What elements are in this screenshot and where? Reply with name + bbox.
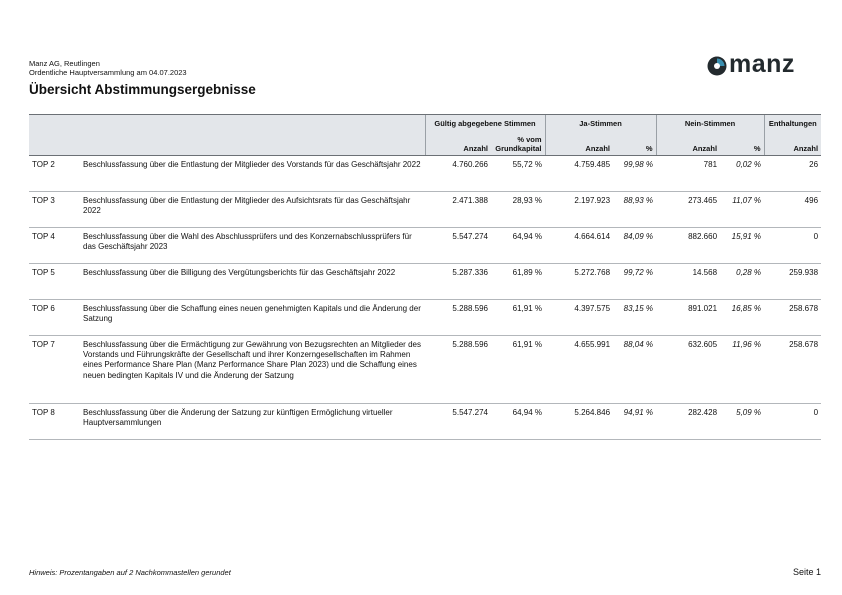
no-pct: 0,28 % xyxy=(720,264,764,300)
yes-pct: 84,09 % xyxy=(613,228,656,264)
agenda-item: TOP 2 xyxy=(29,156,80,192)
header-abst-count: Anzahl xyxy=(764,131,821,156)
no-pct: 16,85 % xyxy=(720,300,764,336)
yes-votes: 4.759.485 xyxy=(545,156,613,192)
resolution-text: Beschlussfassung über die Entlastung der Mitglieder des Vorstands für das Geschäftsjahr 2022 xyxy=(80,156,425,192)
footnote: Hinweis: Prozentangaben auf 2 Nachkommastellen gerundet xyxy=(29,568,231,577)
no-votes: 273.465 xyxy=(656,192,720,228)
logo-mark-icon xyxy=(707,56,727,76)
resolution-text: Beschlussfassung über die Entlastung der Mitglieder des Aufsichtsrats für das Geschäftsjahr 2022 xyxy=(80,192,425,228)
header-no-pct: % xyxy=(720,131,764,156)
header-blank xyxy=(29,115,80,132)
abstentions: 259.938 xyxy=(764,264,821,300)
yes-pct: 88,93 % xyxy=(613,192,656,228)
logo-wordmark: manz xyxy=(729,50,795,78)
table-row xyxy=(29,156,821,192)
resolution-text: Beschlussfassung über die Änderung der Satzung zur künftigen Ermöglichung virtueller Hauptversammlungen xyxy=(80,404,425,440)
resolution-text: Beschlussfassung über die Ermächtigung zur Gewährung von Bezugsrechten an Mitglieder des Vorstands und Führungskräfte der Gesellschaft und ihrer Konzerngesellschaften im Rahmen eines Performance Share Plan (Manz Performance Share Plan 2023) und die Schaffung eines neuen bedingten Kapitals IV und die Änderung der Satzung xyxy=(80,336,425,404)
valid-pct: 61,89 % xyxy=(491,264,545,300)
valid-votes: 5.288.596 xyxy=(425,300,491,336)
manz-logo xyxy=(707,50,822,78)
abstentions: 26 xyxy=(764,156,821,192)
header-no-votes: Nein-Stimmen xyxy=(656,115,764,132)
page-number: Seite 1 xyxy=(792,567,821,577)
abstentions: 258.678 xyxy=(764,300,821,336)
no-pct: 0,02 % xyxy=(720,156,764,192)
valid-votes: 2.471.388 xyxy=(425,192,491,228)
valid-pct: 64,94 % xyxy=(491,228,545,264)
no-votes: 891.021 xyxy=(656,300,720,336)
no-votes: 632.605 xyxy=(656,336,720,404)
valid-votes: 5.287.336 xyxy=(425,264,491,300)
header-yes-pct: % xyxy=(613,131,656,156)
no-votes: 282.428 xyxy=(656,404,720,440)
abstentions: 0 xyxy=(764,228,821,264)
yes-pct: 99,72 % xyxy=(613,264,656,300)
header-blank xyxy=(29,131,80,156)
yes-votes: 4.397.575 xyxy=(545,300,613,336)
table-row xyxy=(29,336,821,404)
yes-votes: 5.272.768 xyxy=(545,264,613,300)
no-votes: 781 xyxy=(656,156,720,192)
header-valid-votes: Gültig abgegebene Stimmen xyxy=(425,115,545,132)
yes-pct: 88,04 % xyxy=(613,336,656,404)
yes-pct: 94,91 % xyxy=(613,404,656,440)
yes-pct: 83,15 % xyxy=(613,300,656,336)
page-title: Übersicht Abstimmungsergebnisse xyxy=(29,82,256,97)
header-blank xyxy=(80,115,425,132)
table-row xyxy=(29,228,821,264)
company-name: Manz AG, Reutlingen xyxy=(29,59,100,68)
header-blank xyxy=(80,131,425,156)
resolution-text: Beschlussfassung über die Wahl des Abschlussprüfers und des Konzernabschlussprüfers für das Geschäftsjahr 2023 xyxy=(80,228,425,264)
yes-votes: 4.664.614 xyxy=(545,228,613,264)
valid-pct: 28,93 % xyxy=(491,192,545,228)
valid-pct: 55,72 % xyxy=(491,156,545,192)
agenda-item: TOP 5 xyxy=(29,264,80,300)
header-yes-count: Anzahl xyxy=(545,131,613,156)
header-no-count: Anzahl xyxy=(656,131,720,156)
abstentions: 0 xyxy=(764,404,821,440)
yes-votes: 2.197.923 xyxy=(545,192,613,228)
abstentions: 258.678 xyxy=(764,336,821,404)
no-pct: 15,91 % xyxy=(720,228,764,264)
header-abstentions: Enthaltungen xyxy=(764,115,821,132)
valid-votes: 4.760.266 xyxy=(425,156,491,192)
no-pct: 11,96 % xyxy=(720,336,764,404)
resolution-text: Beschlussfassung über die Billigung des Vergütungsberichts für das Geschäftsjahr 2022 xyxy=(80,264,425,300)
valid-pct: 61,91 % xyxy=(491,336,545,404)
header-valid-count: Anzahl xyxy=(425,131,491,156)
table-row xyxy=(29,404,821,440)
yes-pct: 99,98 % xyxy=(613,156,656,192)
agenda-item: TOP 7 xyxy=(29,336,80,404)
header-row-groups xyxy=(29,115,821,132)
no-votes: 882.660 xyxy=(656,228,720,264)
agenda-item: TOP 4 xyxy=(29,228,80,264)
no-pct: 5,09 % xyxy=(720,404,764,440)
abstentions: 496 xyxy=(764,192,821,228)
valid-votes: 5.547.274 xyxy=(425,228,491,264)
agenda-item: TOP 3 xyxy=(29,192,80,228)
header-valid-pct: % vom Grundkapital xyxy=(491,131,545,156)
voting-results-table xyxy=(29,114,821,440)
yes-votes: 5.264.846 xyxy=(545,404,613,440)
header-row-sub xyxy=(29,131,821,156)
valid-pct: 61,91 % xyxy=(491,300,545,336)
valid-pct: 64,94 % xyxy=(491,404,545,440)
yes-votes: 4.655.991 xyxy=(545,336,613,404)
valid-votes: 5.288.596 xyxy=(425,336,491,404)
table-row xyxy=(29,300,821,336)
agenda-item: TOP 6 xyxy=(29,300,80,336)
resolution-text: Beschlussfassung über die Schaffung eines neuen genehmigten Kapitals und die Änderung der Satzung xyxy=(80,300,425,336)
valid-votes: 5.547.274 xyxy=(425,404,491,440)
agenda-item: TOP 8 xyxy=(29,404,80,440)
no-votes: 14.568 xyxy=(656,264,720,300)
header-yes-votes: Ja-Stimmen xyxy=(545,115,656,132)
meeting-info: Ordentliche Hauptversammlung am 04.07.2023 xyxy=(29,68,187,77)
company-info xyxy=(29,59,187,77)
table-row xyxy=(29,264,821,300)
table-row xyxy=(29,192,821,228)
no-pct: 11,07 % xyxy=(720,192,764,228)
